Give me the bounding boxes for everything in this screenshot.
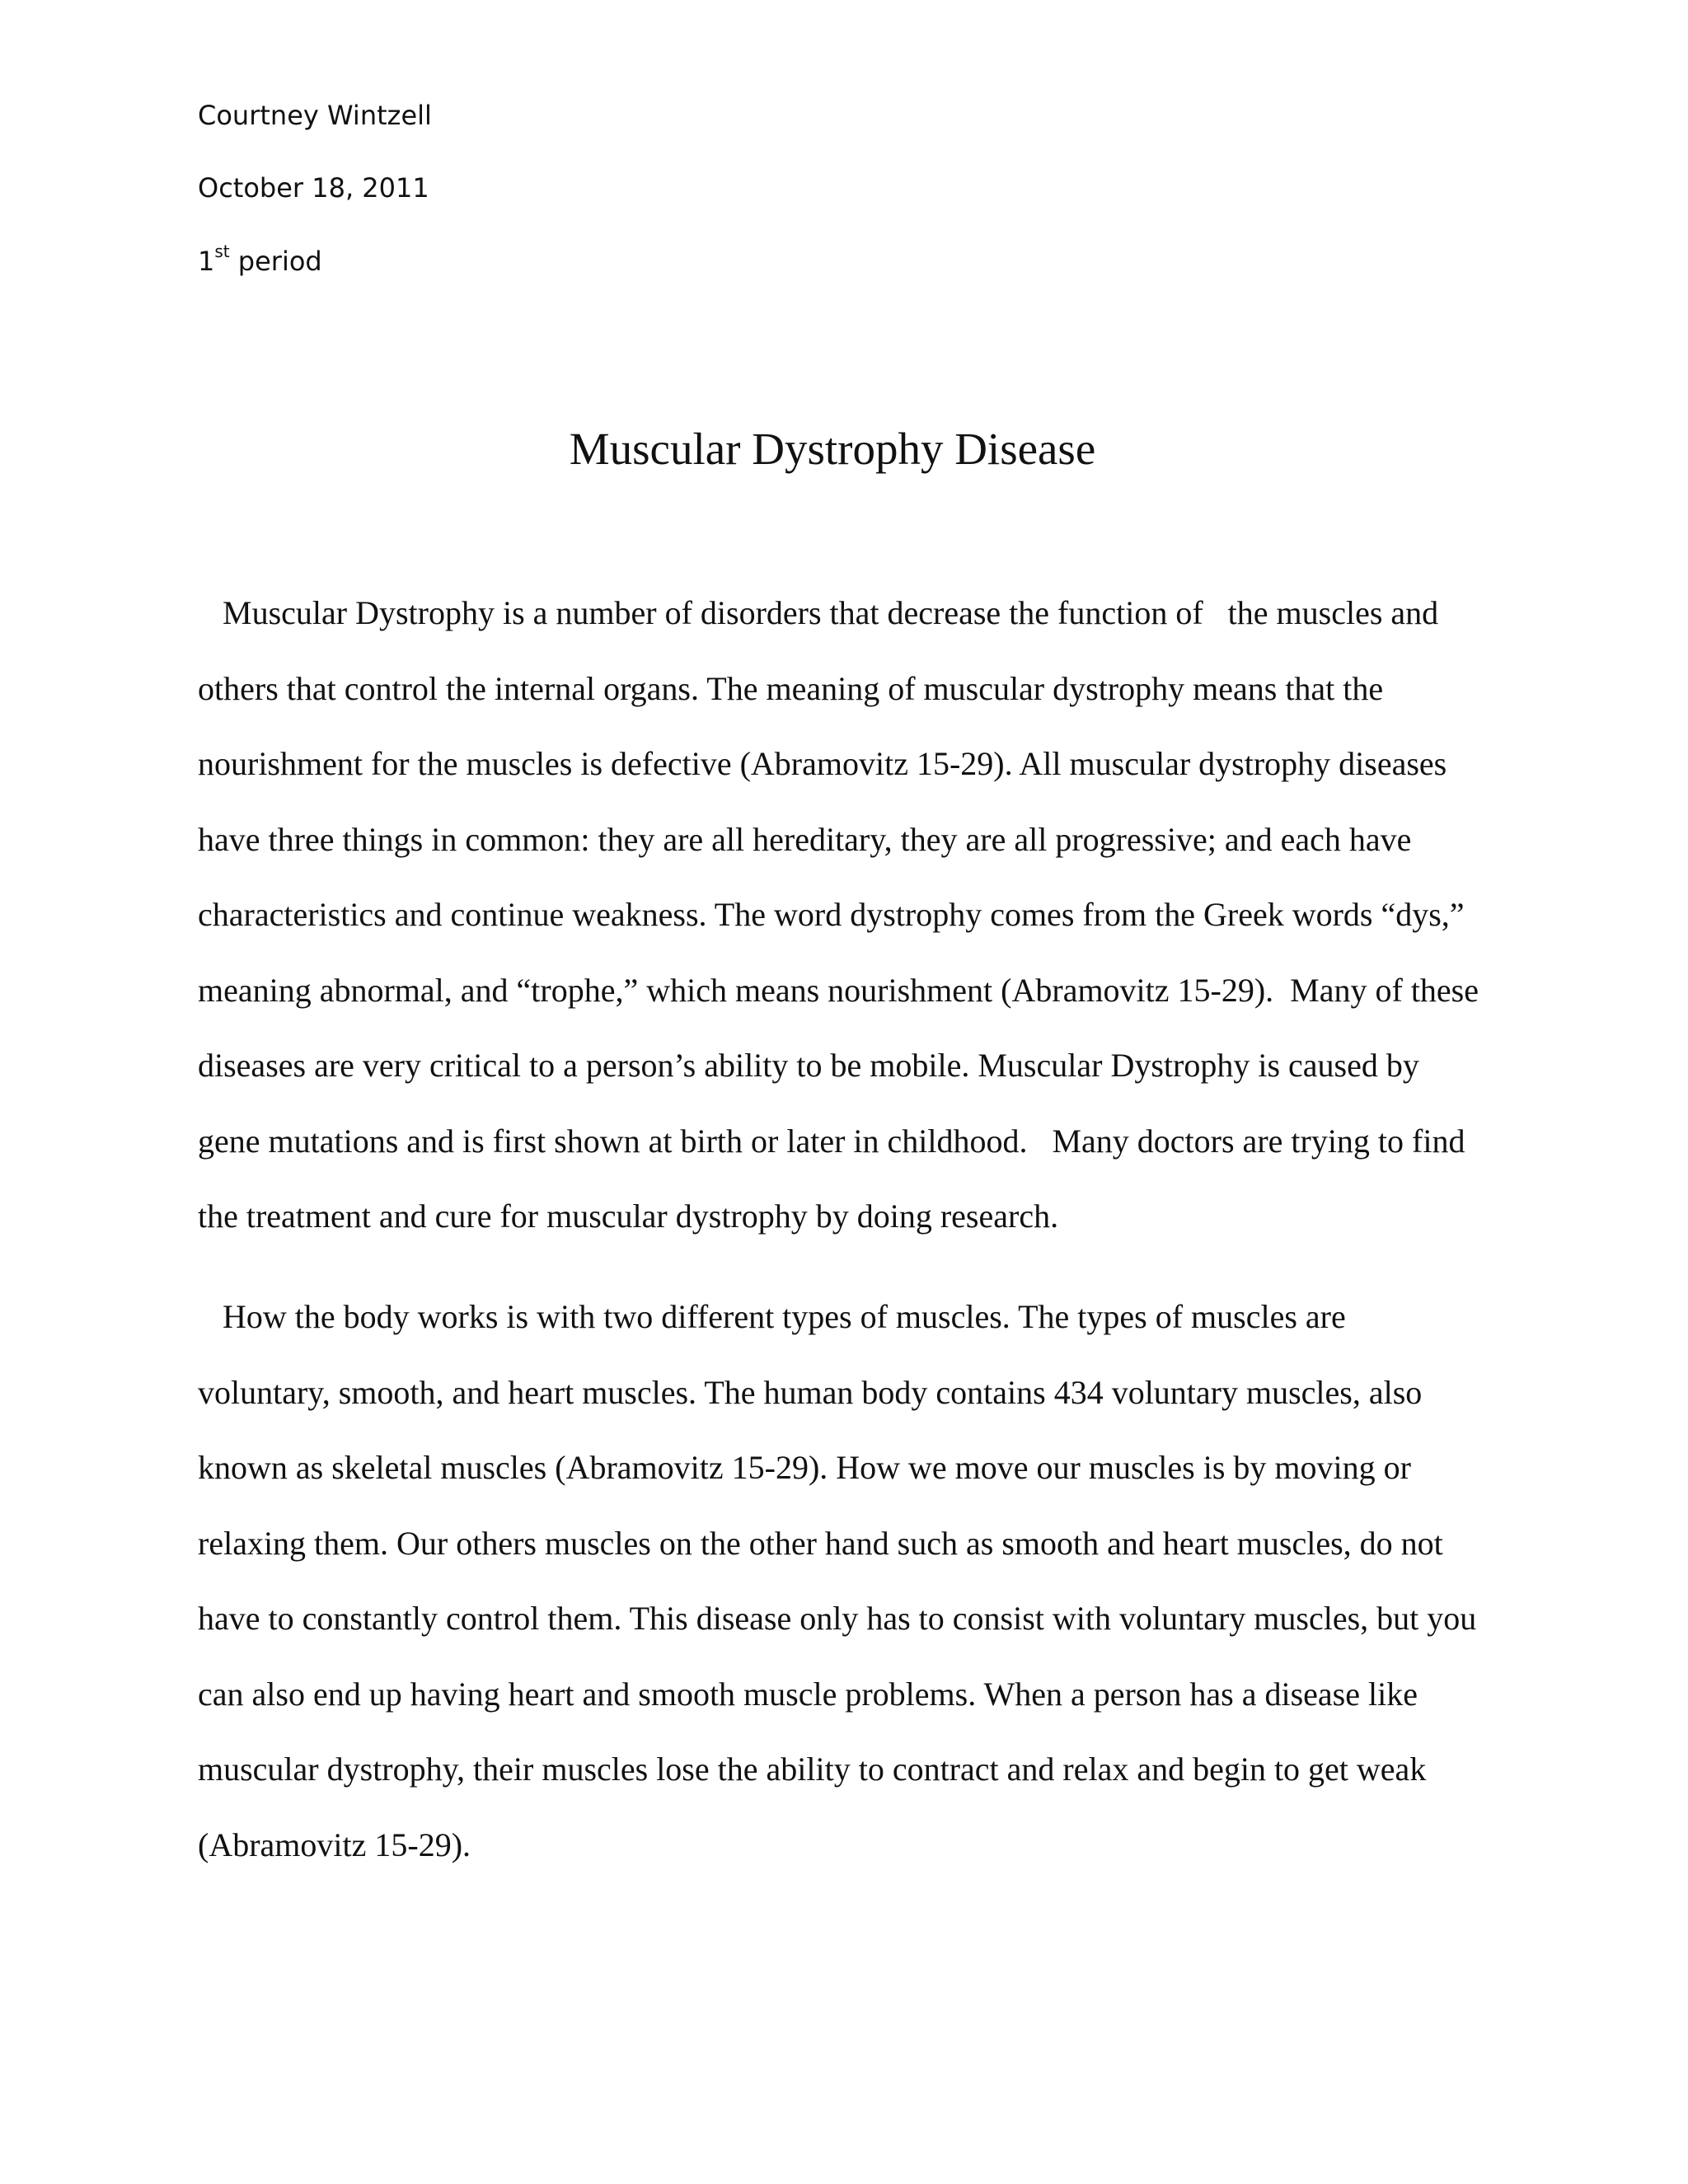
paragraph-line: can also end up having heart and smooth muscle problems. When a person has a disease like [198, 1675, 1418, 1713]
paragraph-line: nourishment for the muscles is defective (Abramovitz 15-29). All muscular dystrophy diseases [198, 745, 1447, 782]
paragraph-line: relaxing them. Our others muscles on the other hand such as smooth and heart muscles, do not [198, 1524, 1443, 1562]
paragraph-line: the treatment and cure for muscular dystrophy by doing research. [198, 1197, 1059, 1235]
paragraph-line: gene mutations and is first shown at birth or later in childhood. Many doctors are trying to find [198, 1122, 1465, 1160]
document-date: October 18, 2011 [198, 172, 429, 204]
paragraph-line: known as skeletal muscles (Abramovitz 15-29). How we move our muscles is by moving or [198, 1449, 1411, 1486]
period-superscript: st [214, 241, 230, 262]
paragraph-line: meaning abnormal, and “trophe,” which means nourishment (Abramovitz 15-29). Many of these [198, 971, 1479, 1009]
period-number: 1 [198, 246, 215, 277]
author-name: Courtney Wintzell [198, 100, 432, 131]
paragraph-line: Muscular Dystrophy is a number of disorders that decrease the function of the muscles and [198, 594, 1439, 631]
paragraph-line: voluntary, smooth, and heart muscles. The human body contains 434 voluntary muscles, also [198, 1373, 1423, 1411]
paragraph-line: diseases are very critical to a person’s ability to be mobile. Muscular Dystrophy is caused by [198, 1047, 1419, 1084]
paragraph-1 [198, 575, 1484, 1254]
paragraph-2 [198, 1279, 1484, 1882]
document-title: Muscular Dystrophy Disease [569, 424, 1096, 474]
paragraph-line: have three things in common: they are all hereditary, they are all progressive; and each have [198, 820, 1412, 858]
paragraph-line: others that control the internal organs. The meaning of muscular dystrophy means that the [198, 669, 1384, 707]
class-period [198, 241, 322, 278]
period-word: period [229, 246, 322, 277]
paragraph-line: muscular dystrophy, their muscles lose the ability to contract and relax and begin to get weak [198, 1750, 1427, 1788]
paragraph-line: have to constantly control them. This disease only has to consist with voluntary muscles, but you [198, 1600, 1477, 1637]
paragraph-line: characteristics and continue weakness. The word dystrophy comes from the Greek words “dys,” [198, 896, 1465, 933]
paragraph-line: How the body works is with two different types of muscles. The types of muscles are [198, 1298, 1346, 1335]
paragraph-line: (Abramovitz 15-29). [198, 1825, 471, 1863]
